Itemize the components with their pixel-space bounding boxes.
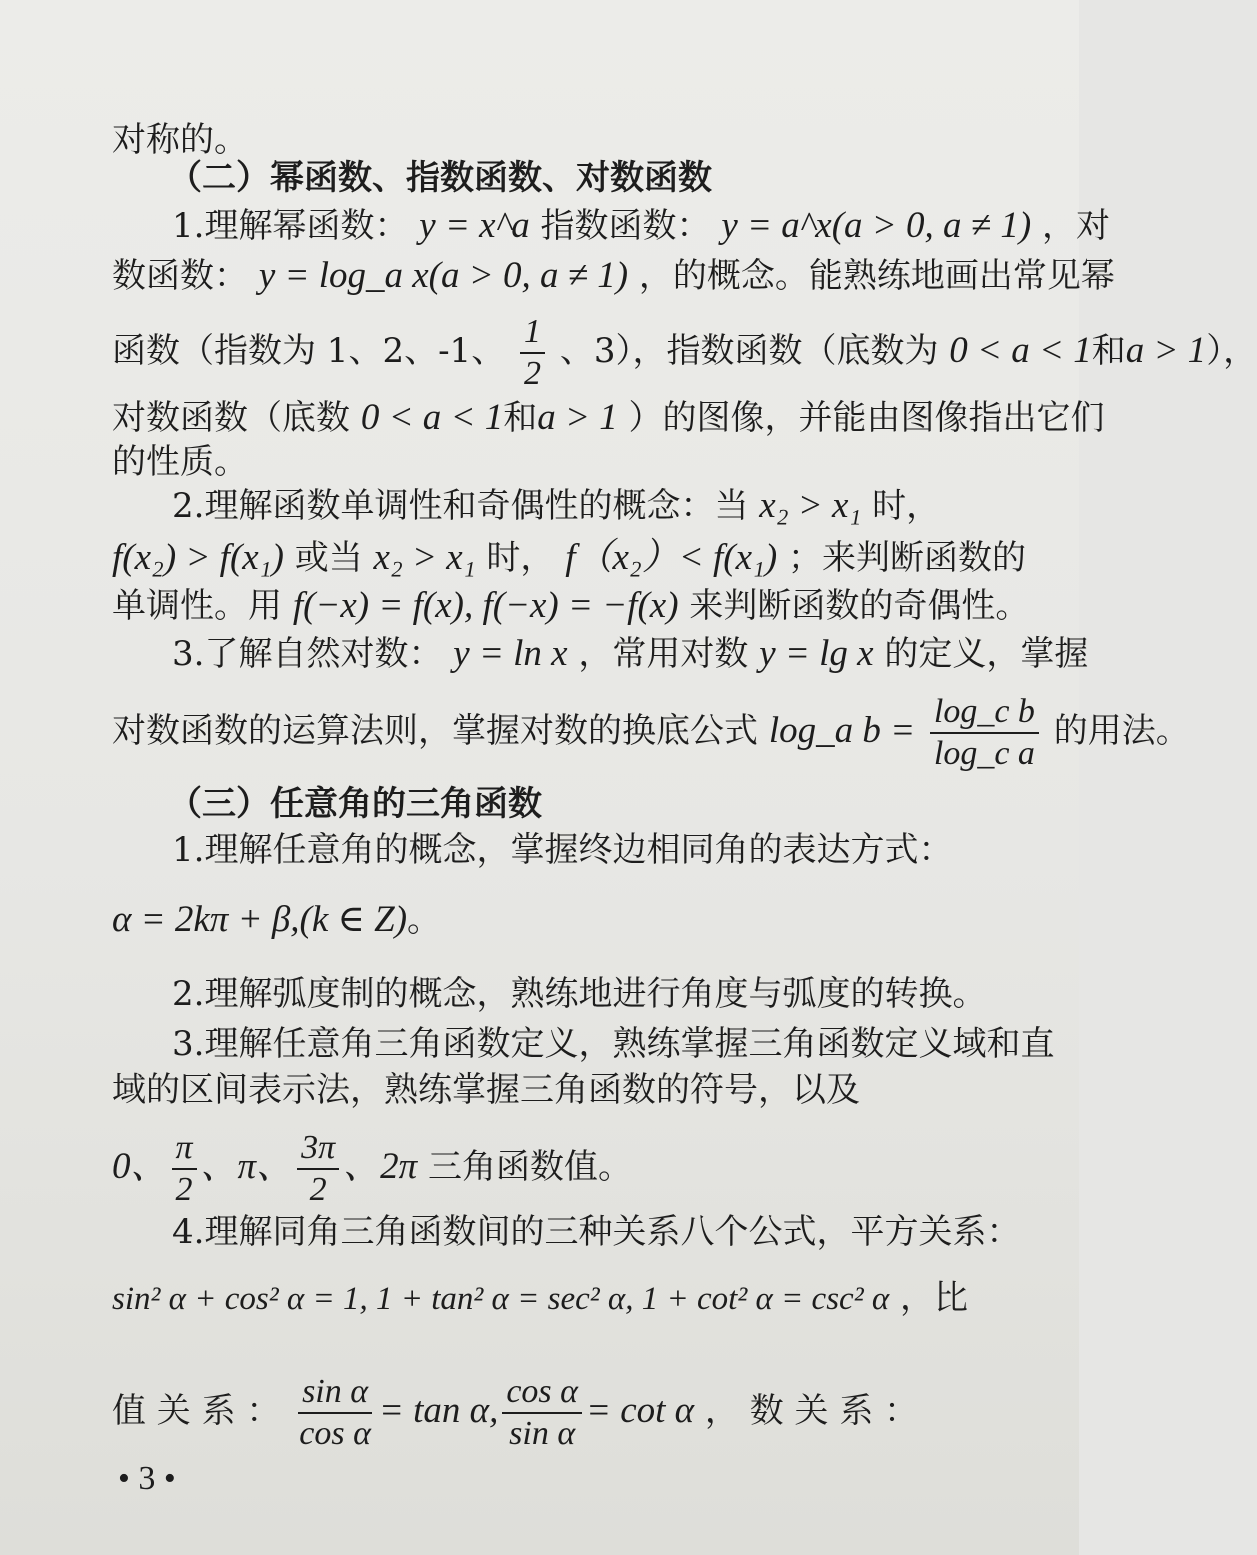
fraction <box>930 692 1039 774</box>
text: 对数函数的运算法则，掌握对数的换底公式 <box>112 711 758 751</box>
formula: y = log_a x(a > 0, a ≠ 1) <box>258 255 629 296</box>
denominator: 2 <box>309 1171 327 1208</box>
text: 或当 <box>294 538 363 578</box>
text: 对数函数（底数 <box>112 398 350 438</box>
formula: y = a^x(a > 0, a ≠ 1) <box>721 205 1032 246</box>
text-line <box>112 536 1026 580</box>
formula: f（x₂）< f(x₁) <box>565 537 778 578</box>
text-line <box>172 204 1110 248</box>
formula: y = ln x <box>453 633 568 674</box>
text: 2.理解弧度制的概念，熟练地进行角度与弧度的转换。 <box>172 974 987 1014</box>
text-line <box>172 1210 1020 1254</box>
text: 4.理解同角三角函数间的三种关系八个公式，平方关系： <box>172 1212 1021 1252</box>
text-line <box>172 632 1088 676</box>
numerator: cos α <box>502 1372 582 1414</box>
text: 的定义，掌握 <box>884 634 1089 674</box>
text: 值 关 系 ： <box>112 1391 281 1431</box>
text: 和 <box>503 398 538 438</box>
text-line <box>172 972 986 1016</box>
text-line <box>112 1068 860 1112</box>
denominator: sin α <box>509 1415 576 1452</box>
fraction <box>297 1128 339 1210</box>
formula: x₂ > x₁ <box>373 537 476 578</box>
text: ）的图像，并能由图像指出它们 <box>628 398 1105 438</box>
text: 。 <box>407 900 442 940</box>
text-line <box>112 692 1190 774</box>
text: 指数函数： <box>540 206 711 246</box>
text-line <box>112 254 1115 298</box>
text: 域的区间表示法，熟练掌握三角函数的符号，以及 <box>112 1070 860 1110</box>
numerator: sin α <box>298 1372 372 1414</box>
text-line <box>112 1372 918 1454</box>
numerator: π <box>172 1128 197 1170</box>
numerator: 1 <box>520 312 545 354</box>
formula: 、2π <box>343 1146 418 1187</box>
numerator: 3π <box>297 1128 339 1170</box>
text: 数函数： <box>112 256 248 296</box>
text: ，对 <box>1041 206 1110 246</box>
formula: = tan α, <box>378 1390 499 1431</box>
formula: f(x₂) > f(x₁) <box>112 537 284 578</box>
denominator: 2 <box>524 355 542 392</box>
text: 来判断函数的奇偶性。 <box>689 586 1030 626</box>
text-line <box>112 1276 968 1321</box>
text: ，比 <box>899 1278 968 1318</box>
formula: a > 1 <box>537 397 618 438</box>
text: 、3），指数函数（底数为 <box>559 331 939 371</box>
fraction <box>295 1372 375 1454</box>
formula: y = x^a <box>419 205 530 246</box>
formula: log_a b = <box>768 710 916 751</box>
text: 函数（指数为 1、2、-1、 <box>112 331 506 371</box>
formula: 0、 <box>112 1146 168 1187</box>
formula: sin² α + cos² α = 1, 1 + tan² α = sec² α, 1 + cot² α = csc² α <box>112 1281 890 1317</box>
text: 1.理解幂函数： <box>172 206 409 246</box>
text-line <box>172 484 940 528</box>
text: ；来判断函数的 <box>788 538 1026 578</box>
text: ，的概念。能熟练地画出常见幂 <box>638 256 1115 296</box>
text-line <box>172 828 952 872</box>
text: 三角函数值。 <box>428 1147 632 1187</box>
formula: x₂ > x₁ <box>759 485 862 526</box>
denominator: log_c a <box>933 735 1035 772</box>
text: 3.了解自然对数： <box>172 634 443 674</box>
numerator: log_c b <box>930 692 1039 734</box>
text: 时， <box>872 486 941 526</box>
text: ）， <box>1206 331 1257 371</box>
section-heading <box>168 156 712 200</box>
section-heading <box>168 782 542 826</box>
text: 3.理解任意角三角函数定义，熟练掌握三角函数定义域和直 <box>172 1024 1055 1064</box>
text-line <box>112 312 1257 394</box>
fraction <box>172 1128 197 1210</box>
text-line <box>112 584 1029 628</box>
text: 2.理解函数单调性和奇偶性的概念：当 <box>172 486 749 526</box>
text: 和 <box>1091 331 1126 371</box>
text-line <box>112 898 441 942</box>
heading-text: （三）任意角的三角函数 <box>168 784 542 824</box>
text: 时， <box>486 538 555 578</box>
fraction <box>520 312 545 394</box>
text: 的性质。 <box>112 442 248 482</box>
text: ， 数 关 系 ： <box>704 1391 919 1431</box>
text-line <box>172 1022 1054 1066</box>
denominator: 2 <box>175 1171 193 1208</box>
formula: f(−x) = f(x), f(−x) = −f(x) <box>292 585 679 626</box>
text: 的用法。 <box>1053 711 1190 751</box>
text-line <box>112 440 248 484</box>
formula: 0 < a < 1 <box>949 330 1092 371</box>
formula: y = lg x <box>759 633 874 674</box>
page-number: • 3 • <box>118 1460 176 1497</box>
text: 对称的。 <box>112 120 248 160</box>
text: 1.理解任意角的概念，掌握终边相同角的表达方式： <box>172 830 953 870</box>
formula: = cot α <box>586 1390 695 1431</box>
fraction <box>502 1372 582 1454</box>
heading-text: （二）幂函数、指数函数、对数函数 <box>168 158 712 198</box>
formula: 0 < a < 1 <box>360 397 504 438</box>
formula: 、π、 <box>200 1146 294 1187</box>
text: 单调性。用 <box>112 586 282 626</box>
formula: a > 1 <box>1125 330 1207 371</box>
text-line <box>112 1128 632 1210</box>
text: ，常用对数 <box>578 634 749 674</box>
text-line <box>112 396 1105 440</box>
formula: α = 2kπ + β,(k ∈ Z) <box>112 899 408 940</box>
denominator: cos α <box>299 1415 371 1452</box>
